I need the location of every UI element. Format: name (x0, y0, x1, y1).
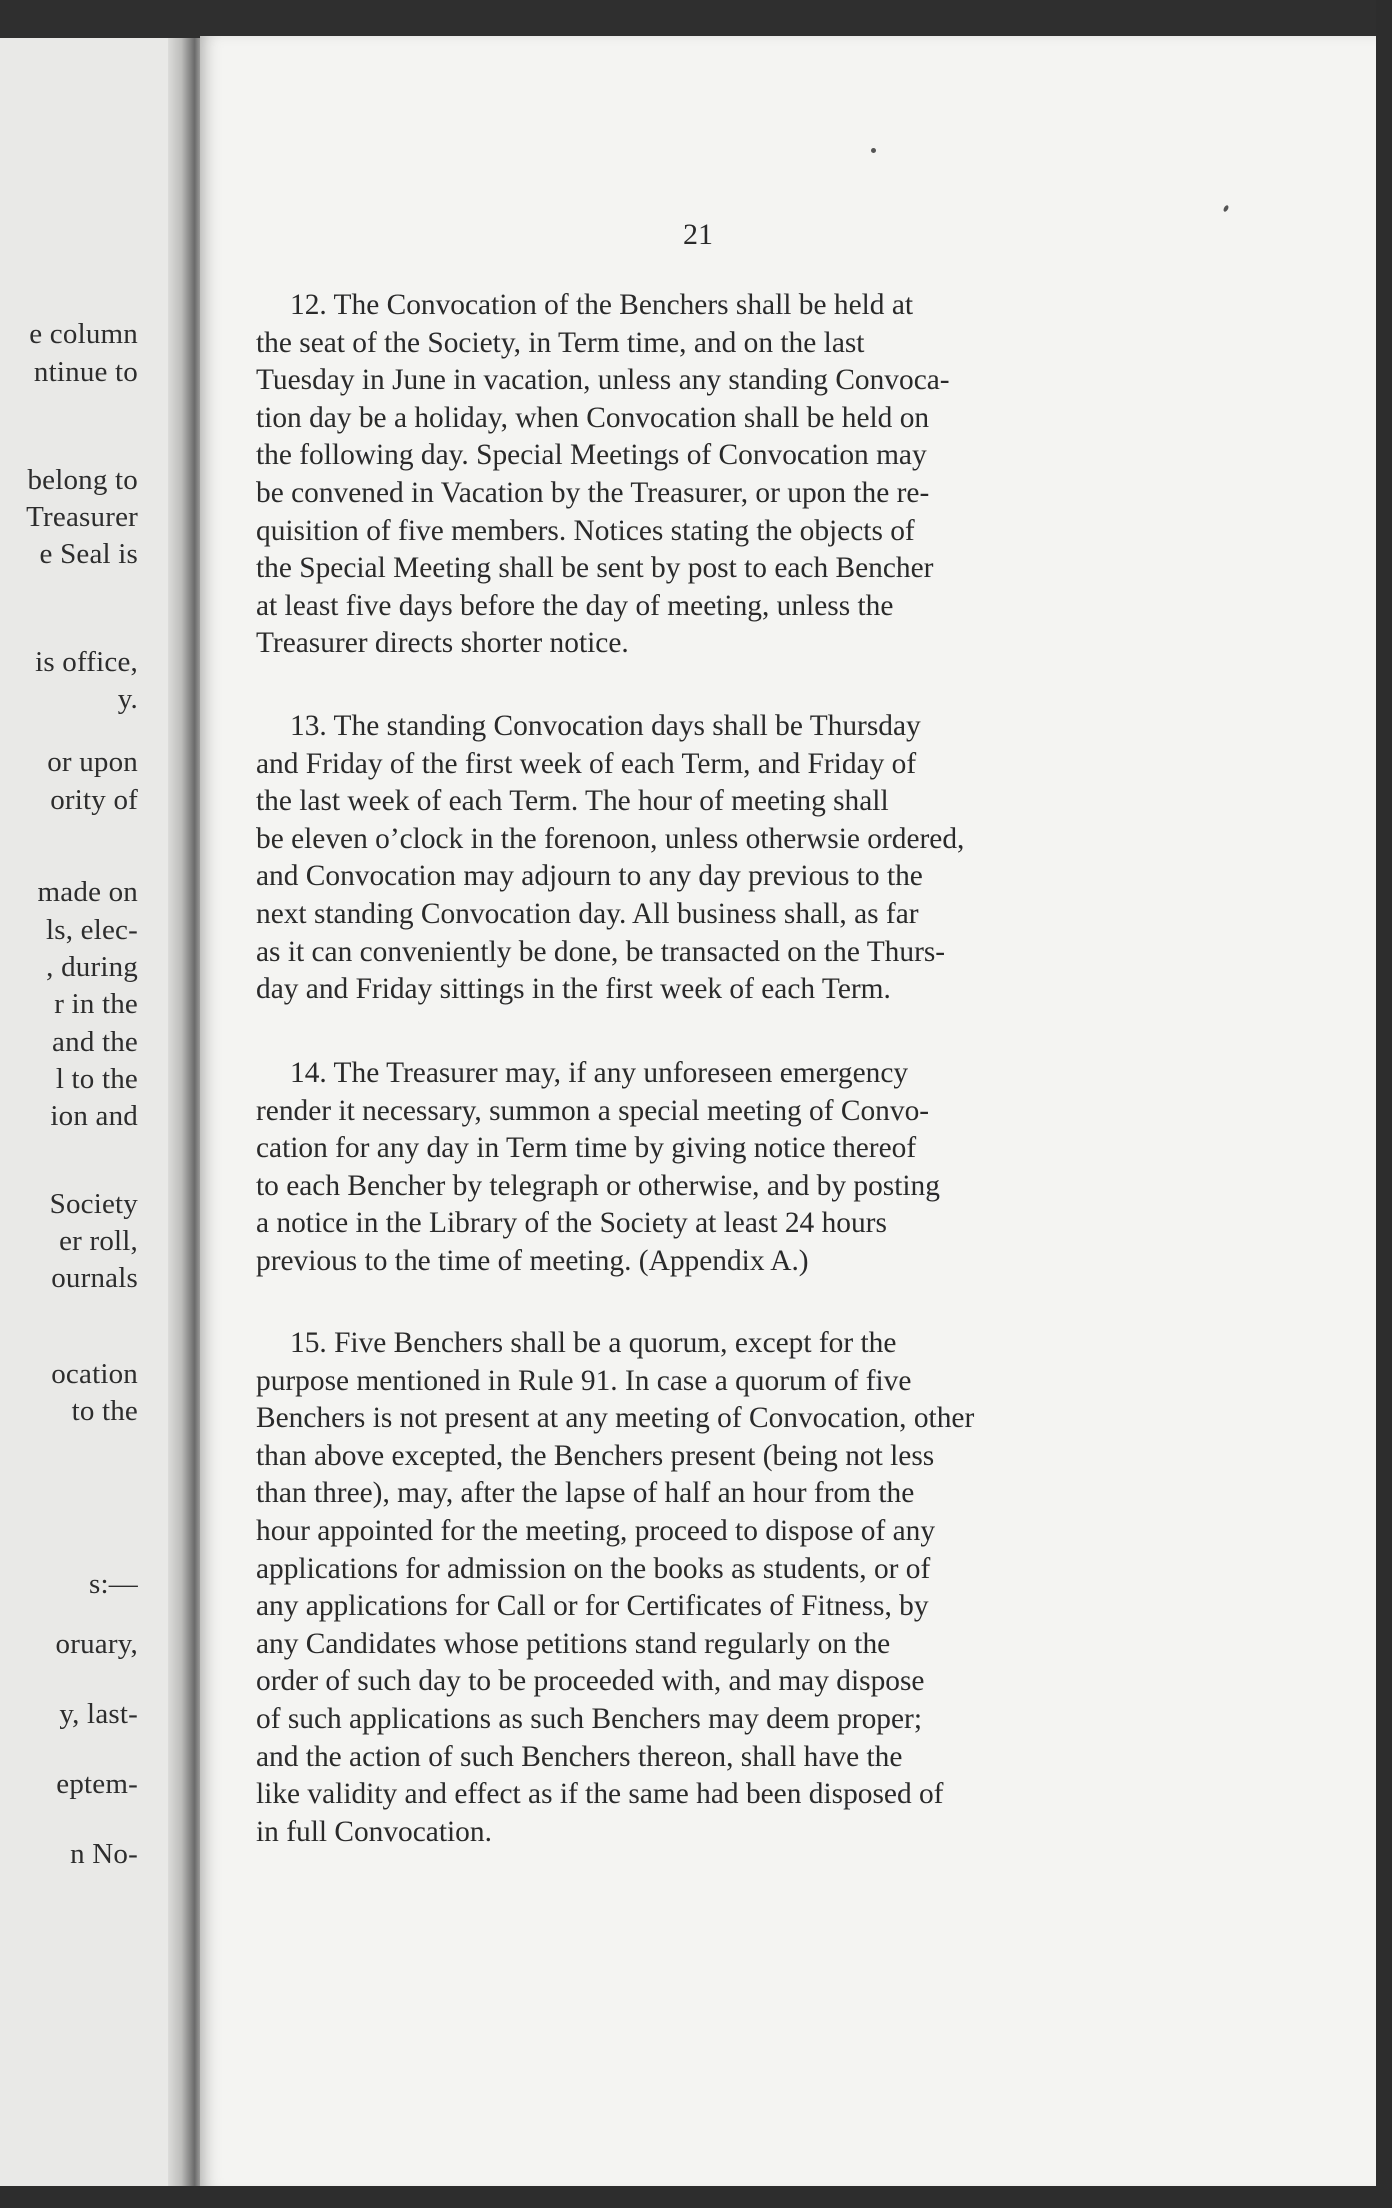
text-line: as it can conveniently be done, be transacted on the Thurs- (256, 935, 946, 968)
left-page-fragment: e Seal is (39, 538, 138, 570)
text-line: any applications for Call or for Certificates of Fitness, by (256, 1590, 929, 1623)
text-line: applications for admission on the books as students, or of (256, 1552, 931, 1585)
text-line: and the action of such Benchers thereon, shall have the (256, 1740, 903, 1773)
left-page-fragment: and the (52, 1026, 138, 1058)
left-page-fragment: e column (29, 318, 138, 350)
left-page-fragment: ion and (50, 1100, 138, 1132)
left-page-fragment: belong to (27, 464, 138, 496)
text-line: previous to the time of meeting. (Appendix A.) (256, 1245, 809, 1277)
text-line: 13. The standing Convocation days shall be Thursday (290, 710, 921, 742)
text-line: the following day. Special Meetings of Convocation may (256, 439, 927, 472)
text-line: at least five days before the day of meeting, unless the (256, 589, 894, 622)
left-page-fragment: ocation (51, 1358, 138, 1390)
left-page-fragment: er roll, (59, 1225, 138, 1257)
text-line: purpose mentioned in Rule 91. In case a quorum of five (256, 1364, 912, 1397)
text-line: day and Friday sittings in the first week of each Term. (256, 973, 891, 1006)
text-line: the seat of the Society, in Term time, and on the last (256, 326, 865, 359)
left-page-fragment: r in the (54, 988, 138, 1020)
text-line: and Friday of the first week of each Term, and Friday of (256, 747, 917, 780)
left-page-text (0, 38, 138, 2188)
text-line: like validity and effect as if the same had been disposed of (256, 1778, 944, 1811)
text-line: and Convocation may adjourn to any day previous to the (256, 860, 923, 893)
left-page-fragment: Society (49, 1188, 138, 1220)
text-line: to each Bencher by telegraph or otherwise, and by posting (256, 1169, 940, 1202)
left-page-fragment: ority of (50, 784, 138, 816)
text-line: the Special Meeting shall be sent by post to each Bencher (256, 552, 934, 585)
left-page-fragment: oruary, (55, 1628, 138, 1660)
text-line: cation for any day in Term time by giving notice thereof (256, 1132, 917, 1165)
text-line: of such applications as such Benchers may deem proper; (256, 1703, 922, 1735)
left-page-fragment: eptem- (56, 1768, 138, 1800)
text-line: render it necessary, summon a special meeting of Convo- (256, 1094, 930, 1127)
left-page-fragment: or upon (47, 746, 138, 778)
text-line: than three), may, after the lapse of half an hour from the (256, 1477, 915, 1510)
text-line: Tuesday in June in vacation, unless any standing Convoca- (256, 364, 950, 397)
left-page-fragment: y, last- (59, 1698, 138, 1730)
left-page-fragment: n No- (70, 1838, 138, 1870)
text-line: 12. The Convocation of the Benchers shall be held at (290, 289, 914, 321)
page-number: 21 (683, 218, 713, 251)
left-page-fragment: ntinue to (33, 356, 138, 388)
scan-border-top (0, 0, 1392, 40)
scan-border-bottom (0, 2186, 1392, 2208)
text-line: hour appointed for the meeting, proceed to dispose of any (256, 1515, 936, 1547)
text-line: quisition of five members. Notices stating the objects of (256, 514, 915, 547)
left-page-fragment: Treasurer (26, 501, 138, 533)
left-page-fragment: to the (71, 1395, 138, 1427)
text-line: be eleven o’clock in the forenoon, unless otherwsie ordered, (256, 822, 965, 855)
left-page-fragment: ls, elec- (46, 914, 138, 946)
text-line: 14. The Treasurer may, if any unforeseen emergency (290, 1057, 909, 1089)
left-page-fragment: l to the (55, 1063, 138, 1095)
text-line: order of such day to be proceeded with, and may dispose (256, 1665, 925, 1698)
text-line: be convened in Vacation by the Treasurer, or upon the re- (256, 477, 930, 509)
text-line: Benchers is not present at any meeting of Convocation, other (256, 1402, 975, 1435)
left-page-fragment: ournals (51, 1262, 138, 1294)
left-page-fragment: y. (117, 683, 138, 715)
text-line: the last week of each Term. The hour of meeting shall (256, 785, 889, 818)
text-line: tion day be a holiday, when Convocation shall be held on (256, 401, 930, 434)
text-line: Treasurer directs shorter notice. (256, 627, 629, 660)
text-line: next standing Convocation day. All business shall, as far (256, 898, 919, 930)
left-page-fragment: s:— (89, 1568, 138, 1600)
text-line: a notice in the Library of the Society at least 24 hours (256, 1207, 887, 1240)
text-line: than above excepted, the Benchers present (being not less (256, 1439, 935, 1472)
text-line: in full Convocation. (256, 1815, 492, 1848)
left-page-fragment: is office, (35, 646, 138, 678)
scan-border-right (1376, 0, 1392, 2208)
text-line: any Candidates whose petitions stand regularly on the (256, 1627, 891, 1660)
text-line: 15. Five Benchers shall be a quorum, except for the (290, 1327, 897, 1359)
speck-mark (871, 148, 876, 153)
left-page-fragment: made on (37, 876, 138, 908)
left-page-fragment: , during (46, 951, 138, 983)
